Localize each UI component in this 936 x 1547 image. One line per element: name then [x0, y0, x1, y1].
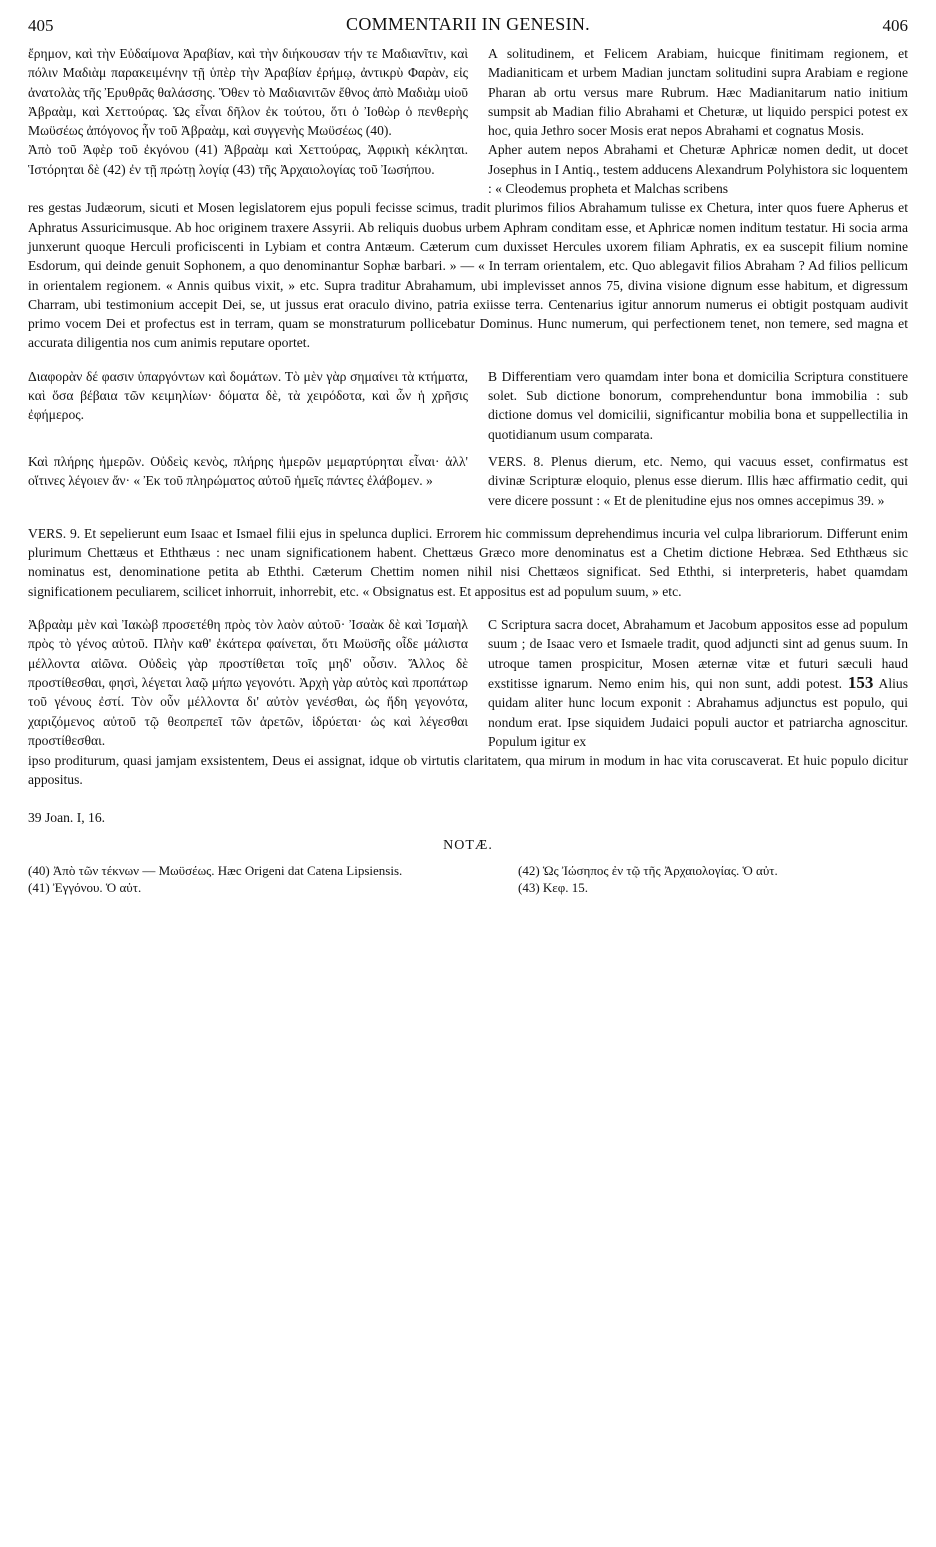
running-title: COMMENTARII IN GENESIN. [346, 14, 590, 34]
right-page-number: 406 [882, 16, 908, 35]
greek-text: Διαφορὰν δέ φασιν ὑπαργόντων καὶ δομάτων. Τὸ μὲν γὰρ σημαίνει τὰ κτήματα, καὶ ὅσα βέβαια τῶν κειμηλίων· δόματα δὲ, τὰ χειρόδοτα, καὶ ὧν ἡ χρῆσις ἐφήμερος. [28, 368, 468, 423]
greek-text: ἔρημον, καὶ τὴν Εὐδαίμονα Ἀραβίαν, καὶ τὴν διήκουσαν τήν τε Μαδιανῖτιν, καὶ πόλιν Μαδιὰμ παρακειμένην τῇ ὑπὲρ τὴν Ἀραβίαν ἐρήμῳ, ἀντικρὺ Φαρὰν, εἰς ἀνατολὰς τῆς Ἐρυθρᾶς θαλάσσης. Ὅθεν τὸ Μαδιανιτῶν ἔθνος ἀπὸ Μαδιὰμ υἱοῦ Ἀβραὰμ, καὶ Χεττούρας. Ὡς εἶναι δῆλον ἐκ τούτου, ὅτι ὁ Ἰοθὼρ ὁ πενθερὴς Μωϋσέως ἀπόγονος ἦν τοῦ Ἀβραὰμ, καὶ συγγενὴς Μωϋσέως (40). [28, 46, 468, 139]
greek-text: Καὶ πλήρης ἡμερῶν. Οὐδεὶς κενὸς, πλήρης ἡμερῶν μεμαρτύρηται εἶναι· ἀλλ' οἵτινες λέγοιεν ἄν· « Ἐκ τοῦ πληρώματος αὐτοῦ ἡμεῖς πάντες ἐλάβομεν. » [28, 453, 468, 489]
running-header [28, 14, 908, 44]
parallel-block-5 [28, 615, 908, 751]
parallel-block-1 [28, 44, 908, 140]
marginal-page-number: 153 [847, 672, 874, 692]
footnote: 39 Joan. I, 16. [28, 809, 106, 825]
note: (42) Ὡς Ἰώσηπος ἐν τῷ τῆς Ἀρχαιολογίας. Ὁ αὐτ. [518, 862, 778, 878]
latin-paragraph: VERS. 9. Et sepelierunt eum Isaac et Ismael filii ejus in speluncа duplici. Errorem hic commissum deprehendimus incuria vel culpa librariorum. Differunt enim plurimum Chettæus et Eththæus : nec unam significationem habent. Chettæus Græco more denominatus est a Chetim dictione Hebræa. Sed Eththæus sic nominatus est, denominatione petita ab Eththi. Cæterum Chettim nomen nihil nisi Chettæos significat. Sed Eththi, si interpreteris, habet quamdam significationem peculiarem, scilicet inhorruit, inhorrebit, etc. « Obsignatus est. Et appositus est ad populum suum, » etc. [28, 525, 908, 599]
note: (43) Κεφ. 15. [518, 879, 589, 895]
latin-text: A solitudinem, et Felicem Arabiam, huicque finitimam regionem, et Madianiticam et urbem Madian junctam solitudini supra Arabiam e regione Pharan ab ortu versus mare Rubrum. Hæc Madianitarum natio initium sumpsit ab Madian filio Abrahami et Cheturæ, ut liquido perspici potest ex hoc, quia Jethro socer Mosis erat nepos Abrahami et cognatus Mosis. [488, 46, 908, 139]
page [28, 14, 908, 896]
latin-paragraph: res gestas Judæorum, sicuti et Mosen legislatorem ejus populi fecisse scimus, tradit plurimos filios Abrahamum tulisse ex Chetura, inter quos fuere Apherus et Aphratus Assuricimusque. Ab hoc originem traxere Assyrii. Ab reliquis duobus urbem Aphram conditam esse, et Aphricæ nomen inditum testatur. Hi socia arma junxerunt quoque Herculi proficiscenti in Lybiam et contra Antæum. Cæterum cum duxisset Hercules uxorem filiam Aphratis, ex ea suscepit filium nomine Esdorum, qui deinde genuit Sophonem, a quo denominantur Sophæ barbari. » — « In terram orientalem, etc. Quo ablegavit filios Abraham ? Ad filios pellicum in orientalem regionem. « Annis quibus vixit, » etc. Supra traditur Abrahamum, ubi implevisset annos 75, divina visione dignum esse habitum, et digressum Charram, ubi testimonium accepit Dei, se, ut jussus erat oraculo divino, patria exiisse terra. Centenarius igitur annorum numerus ei obtigit postquam audivit primo vocem Dei et profectus est in terram, quam se monstraturum pollicebatur Dominus. Hunc numerum, qui perfectionem tenet, non temere, sed magna et accurata diligentia nos cum animis reputare oportet. [28, 200, 908, 351]
notae-heading: NOTÆ. [443, 837, 493, 853]
parallel-block-2 [28, 140, 908, 198]
parallel-block-4 [28, 452, 908, 510]
latin-text-part: C Scriptura sacra docet, Abrahamum et Jacobum appositos esse ad populum suum ; de Isaac vero et Ismaele tradit, quod adjuncti sint ad genus suum. In utroque tamen prospicitur, Mosen æternæ vitæ et futuri sæculi haud exstitisse ignarum. Nemo enim his, qui non sunt, addi potest. [488, 617, 908, 691]
latin-text-part: Alius quidam aliter hunc locum exponit : Abrahamus adjunctus est populo, qui nondum erat. Ipse siquidem Judaici populi auctor et patriarcha agnoscitur. Populum igitur ex [488, 675, 909, 749]
latin-text [488, 615, 908, 751]
latin-text: B Differentiam vero quamdam inter bona et domicilia Scriptura constituere solet. Sub dictione bonorum, comprehenduntur bona immobilia : sub dictione domus vel domicilii, significantur mobilia bona et suppellectilia in quotidianum usum comparata. [488, 368, 908, 442]
notes-left [28, 862, 468, 896]
latin-text: Apher autem nepos Abrahami et Cheturæ Aphricæ nomen dedit, ut docet Josephus in I Antiq., testem adducens Alexandrum Polyhistora sic loquentem : « Cleodemus propheta et Malchas scribens [488, 142, 908, 197]
note: (41) Ἐγγόνου. Ὁ αὐτ. [28, 879, 142, 895]
latin-paragraph: ipso proditurum, quasi jamjam exsistentem, Deus ei assignat, idque ob virtutis claritatem, qua mirum in modum in hac vita coruscaverat. Et huic populo dicitur appositus. [28, 753, 908, 788]
greek-text: Ἀβραὰμ μὲν καὶ Ἰακὼβ προσετέθη πρὸς τὸν λαὸν αὐτοῦ· Ἰσαὰκ δὲ καὶ Ἰσμαὴλ πρὸς τὸ γένος αὐτοῦ. Πλὴν καθ' ἑκάτερα φαίνεται, ὅτι Μωϋσῆς οἶδε μάλιστα μέλλοντα αἰῶνα. Οὐδεὶς γὰρ προστίθεται τοῖς μηδ' οὖσιν. Ἄλλος δὲ προστίθεσθαι, φησὶ, λέγεται λαῷ μήπω γεγονότι. Ἀρχὴ γὰρ αὐτὸς καὶ προπάτωρ τοῦ γένους ἐστί. Τὸν οὖν μέλλοντα δι' αὐτὸν γενέσθαι, ὡς ἤδη γεγονότα, χαριζόμενος αὐτοῦ τῷ θεοπρεπεῖ τῶν ἀρετῶν, ἱδρύεται· ὡς καὶ λέγεσθαι προστίθεσθαι. [28, 617, 468, 748]
parallel-block-3 [28, 367, 908, 444]
notes-right [518, 862, 908, 896]
notes [28, 862, 908, 896]
note: (40) Ἀπὸ τῶν τέκνων — Μωϋσέως. Hæc Origeni dat Catena Lipsiensis. [28, 862, 403, 878]
left-page-number: 405 [28, 16, 54, 35]
greek-text: Ἀπὸ τοῦ Ἀφὲρ τοῦ ἐκγόνου (41) Ἀβραὰμ καὶ Χεττούρας, Ἀφρικὴ κέκληται. Ἱστόρηται δὲ (42) ἐν τῇ πρώτῃ λογίᾳ (43) τῆς Ἀρχαιολογίας τοῦ Ἰωσήπου. [28, 142, 468, 177]
latin-text: VERS. 8. Plenus dierum, etc. Nemo, qui vacuus esset, confirmatus est divinæ Scripturæ eloquio, plenus esse dierum. Illis hæc affirmatio cedit, qui vere dicere possunt : « Et de plenitudine ejus nos omnes accepimus 39. » [488, 453, 908, 508]
